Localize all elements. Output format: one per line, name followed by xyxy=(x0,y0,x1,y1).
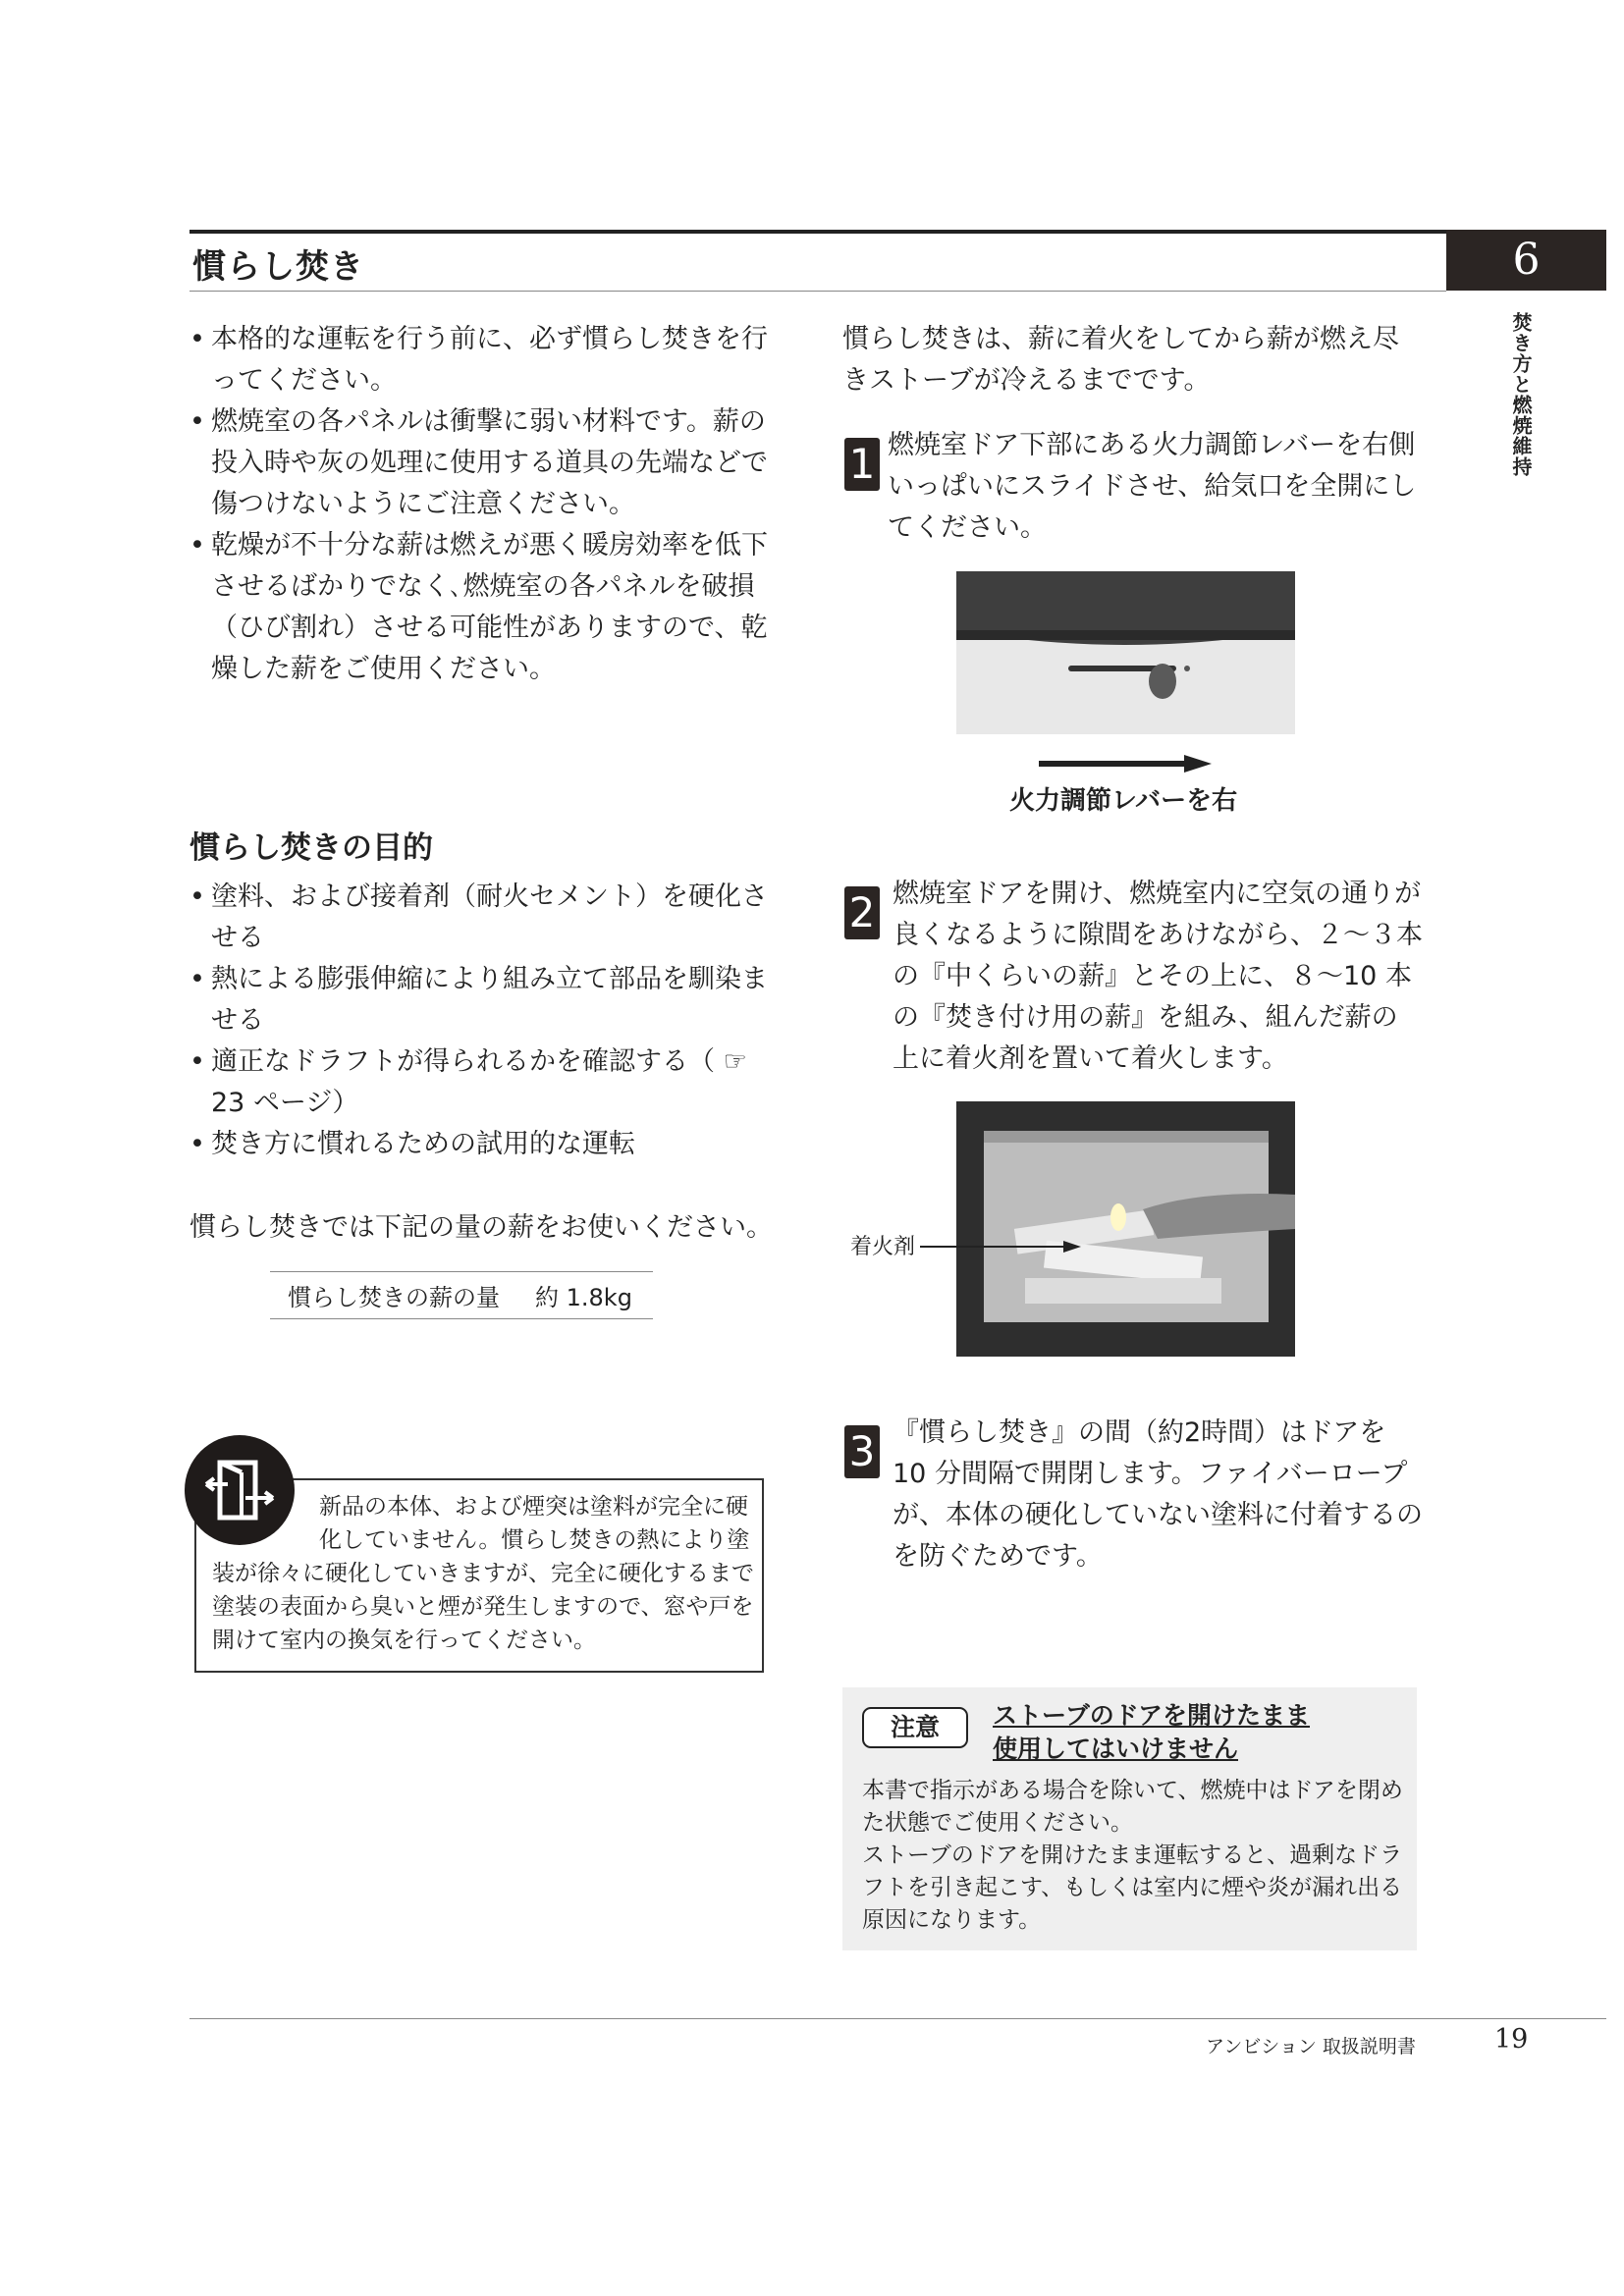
pointer-arrow-icon xyxy=(920,1239,1081,1251)
caution-title xyxy=(993,1699,1310,1766)
section-title: 慣らし焚き xyxy=(192,247,364,287)
step-text: 燃焼室ドアを開け、燃焼室内に空気の通りが良くなるように隙間をあけながら、２～３本の『中くらいの薪』とその上に、８～10 本の『焚き付け用の薪』を組み、組んだ薪の上に着火剤を置いて着火します。 xyxy=(893,879,1423,1074)
list-item: • 本格的な運転を行う前に、必ず慣らし焚きを行ってください。 xyxy=(189,319,774,401)
intro-bullets xyxy=(189,319,774,690)
caution-text xyxy=(862,1775,1407,1937)
ventilation-icon xyxy=(185,1435,295,1545)
lever-caption: 火力調節レバーを右 xyxy=(1009,786,1238,816)
amount-label: 慣らし焚きの薪の量 xyxy=(288,1284,500,1311)
right-arrow-icon xyxy=(1039,755,1212,773)
fire-starter-label: 着火剤 xyxy=(850,1235,916,1259)
step-number: 3 xyxy=(844,1425,880,1478)
step-text: 『慣らし焚き』の間（約2時間）はドアを 10 分間隔で開閉します。ファイバーロープが、本体の硬化していない塗料に付着するのを防ぐためです。 xyxy=(893,1417,1423,1572)
caution-paragraph: 本書で指示がある場合を除いて、燃焼中はドアを閉めた状態でご使用ください。 xyxy=(862,1778,1403,1836)
list-item: • 燃焼室の各パネルは衝撃に弱い材料です。薪の投入時や灰の処理に使用する道具の先端などで傷つけないようにご注意ください。 xyxy=(189,401,774,525)
caution-title-line: ストーブのドアを開けたまま xyxy=(993,1701,1311,1730)
caution-paragraph: ストーブのドアを開けたまま運転すると、過剰なドラフトを引き起こす、もしくは室内に煙や炎が漏れ出る原因になります。 xyxy=(862,1842,1403,1933)
note-text-tail xyxy=(212,1557,754,1665)
firebox-photo xyxy=(956,1101,1295,1357)
chapter-number-tab: 6 xyxy=(1446,230,1606,291)
list-item: • 熱による膨張伸縮により組み立て部品を馴染ませる xyxy=(189,959,774,1041)
caution-tag: 注意 xyxy=(862,1707,968,1748)
note-text-part: 装が徐々に硬化していきますが、完全に硬化するまで塗装の表面から臭いと煙が発生しますので、窓や戸を開けて室内の換気を行ってください。 xyxy=(212,1561,754,1653)
amount-table xyxy=(270,1271,653,1319)
list-item: • 適正なドラフトが得られるかを確認する（ ☞ 23 ページ） xyxy=(189,1041,774,1124)
purpose-title: 慣らし焚きの目的 xyxy=(189,830,433,866)
amount-intro: 慣らし焚きでは下記の量の薪をお使いください。 xyxy=(189,1212,773,1243)
footer-rule xyxy=(189,2018,1606,2019)
caution-title-line: 使用してはいけません xyxy=(993,1735,1239,1763)
amount-value: 約 1.8kg xyxy=(535,1284,632,1311)
chapter-side-label: 焚き方と燃焼維持 xyxy=(1509,312,1533,477)
list-item: • 焚き方に慣れるための試用的な運転 xyxy=(189,1124,774,1165)
table-row xyxy=(270,1272,650,1318)
note-text-head xyxy=(319,1490,753,1557)
page-number: 19 xyxy=(1494,2024,1529,2055)
purpose-bullets xyxy=(189,877,774,1165)
lever-photo xyxy=(956,571,1295,734)
list-item: • 乾燥が不十分な薪は燃えが悪く暖房効率を低下させるばかりでなく､燃焼室の各パネルを破損（ひび割れ）させる可能性がありますので、乾燥した薪をご使用ください。 xyxy=(189,525,774,690)
right-intro: 慣らし焚きは、薪に着火をしてから薪が燃え尽きストーブが冷えるまでです。 xyxy=(842,324,1399,396)
header-top-rule xyxy=(189,230,1446,234)
list-item: • 塗料、および接着剤（耐火セメント）を硬化させる xyxy=(189,877,774,959)
manual-title: アンビション 取扱説明書 xyxy=(1206,2036,1416,2057)
header-bottom-rule xyxy=(189,291,1446,292)
note-text-part: 新品の本体、および煙突は塗料が完全に硬化していません。慣らし焚きの熱により塗 xyxy=(319,1494,750,1553)
step-text: 燃焼室ドア下部にある火力調節レバーを右側いっぱいにスライドさせ、給気口を全開にしてください。 xyxy=(888,430,1417,543)
step-number: 1 xyxy=(844,438,880,491)
step-number: 2 xyxy=(844,886,880,939)
